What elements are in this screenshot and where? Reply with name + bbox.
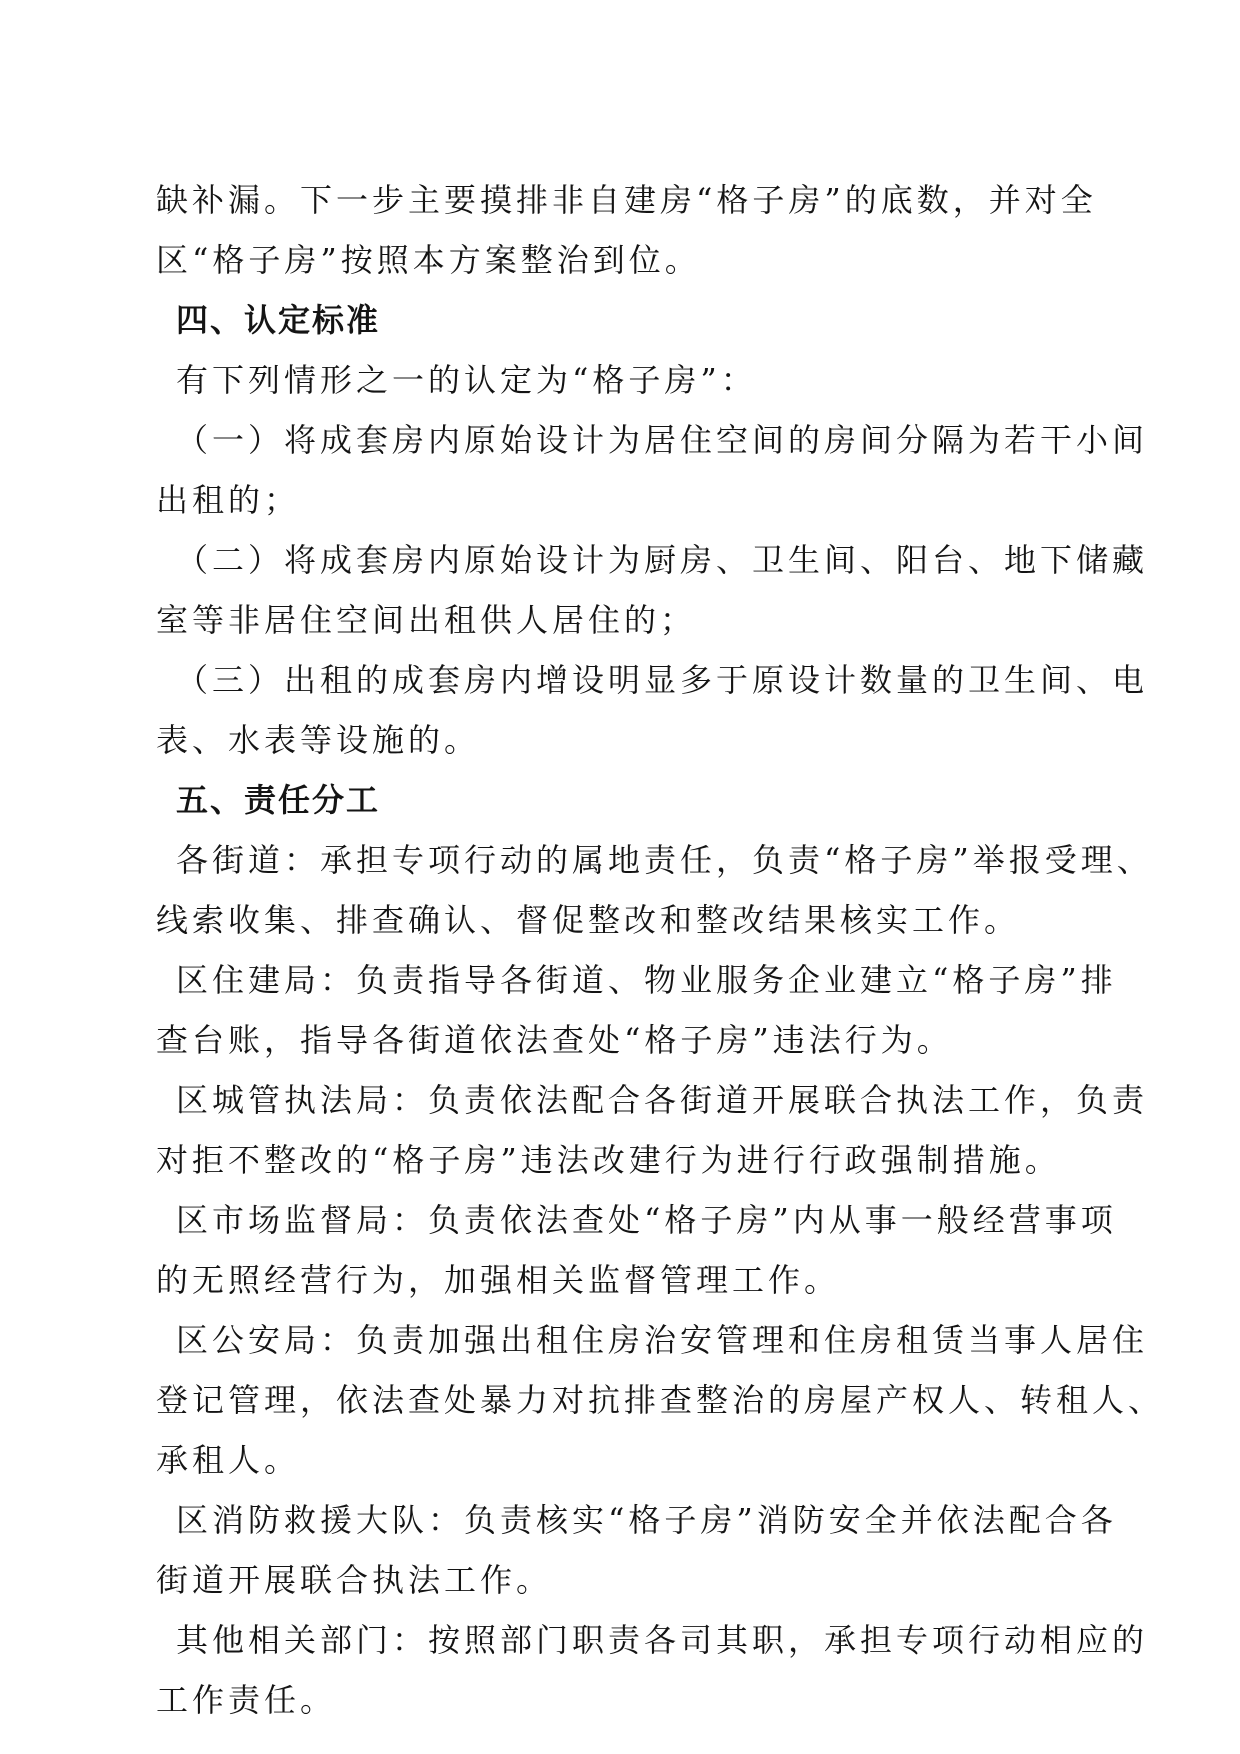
paragraph-line: 区市场监督局：负责依法查处“格子房”内从事一般经营事项 [176,1201,1117,1239]
paragraph-line: 线索收集、排查确认、督促整改和整改结果核实工作。 [156,901,1021,939]
paragraph-line: 区“格子房”按照本方案整治到位。 [156,241,701,279]
paragraph-line: 区消防救援大队：负责核实“格子房”消防安全并依法配合各 [176,1501,1117,1539]
paragraph-line: 承租人。 [156,1441,301,1479]
paragraph-line: 缺补漏。下一步主要摸排非自建房“格子房”的底数，并对全 [156,181,1097,219]
paragraph-line: 有下列情形之一的认定为“格子房”： [176,361,757,399]
paragraph-line: 查台账，指导各街道依法查处“格子房”违法行为。 [156,1021,953,1059]
paragraph-line: 各街道：承担专项行动的属地责任，负责“格子房”举报受理、 [176,841,1153,879]
paragraph-line: 的无照经营行为，加强相关监督管理工作。 [156,1261,841,1299]
paragraph-line: （二）将成套房内原始设计为厨房、卫生间、阳台、地下储藏 [176,541,1149,579]
paragraph-line: 对拒不整改的“格子房”违法改建行为进行行政强制措施。 [156,1141,1061,1179]
paragraph-line: 街道开展联合执法工作。 [156,1561,553,1599]
paragraph-line: 工作责任。 [156,1681,337,1719]
paragraph-line: 区住建局：负责指导各街道、物业服务企业建立“格子房”排 [176,961,1117,999]
section-heading-5: 五、责任分工 [176,781,381,819]
paragraph-line: （三）出租的成套房内增设明显多于原设计数量的卫生间、电 [176,661,1149,699]
paragraph-line: 出租的； [156,481,301,519]
paragraph-line: 区城管执法局：负责依法配合各街道开展联合执法工作，负责 [176,1081,1149,1119]
paragraph-line: 室等非居住空间出租供人居住的； [156,601,697,639]
section-heading-4: 四、认定标准 [176,301,381,339]
paragraph-line: （一）将成套房内原始设计为居住空间的房间分隔为若干小间 [176,421,1149,459]
paragraph-line: 区公安局：负责加强出租住房治安管理和住房租赁当事人居住 [176,1321,1149,1359]
paragraph-line: 其他相关部门：按照部门职责各司其职，承担专项行动相应的 [176,1621,1149,1659]
paragraph-line: 表、水表等设施的。 [156,721,481,759]
paragraph-line: 登记管理，依法查处暴力对抗排查整治的房屋产权人、转租人、 [156,1381,1165,1419]
